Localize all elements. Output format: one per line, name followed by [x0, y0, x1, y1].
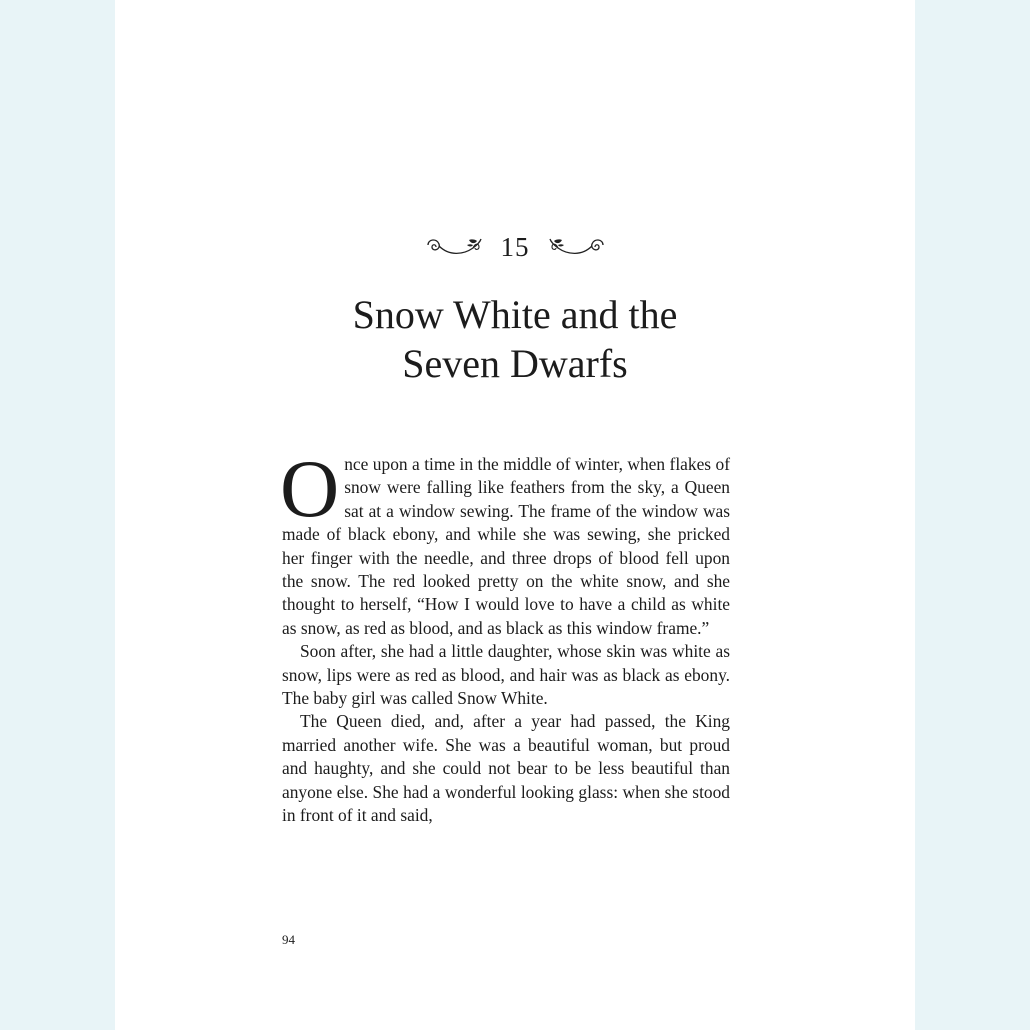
paragraph-2: Soon after, she had a little daughter, whose skin was white as snow, lips were as red as blood, and hair was as black as ebony. The baby girl was called Snow White. [282, 641, 730, 709]
story-body [280, 443, 730, 828]
page-number: 94 [282, 932, 295, 947]
chapter-header [115, 232, 915, 262]
right-flourish-icon [548, 236, 606, 258]
left-flourish-icon [425, 236, 483, 258]
chapter-title [115, 290, 915, 388]
chapter-number: 15 [500, 232, 530, 262]
paragraph-3: The Queen died, and, after a year had passed, the King married another wife. She was a beautiful woman, but proud and haughty, and she could not bear to be less beautiful than anyone else. She had a wonderful looking glass: when she stood in front of it and said, [282, 711, 730, 826]
chapter-title-line-1: Snow White and the [352, 292, 678, 337]
book-page [115, 0, 915, 1030]
drop-cap: O [280, 443, 340, 534]
paragraph-1-text: nce upon a time in the middle of winter, when flakes of snow were falling like feathers from the sky, a Queen sat at a window sewing. The frame of the window was made of black ebony, and while she was sewing, she pricked her finger with the needle, and three drops of blood fell upon the snow. The red looked pretty on the white snow, and she thought to herself, “How I would love to have a child as white as snow, as red as blood, and as black as this window frame.” [282, 454, 730, 638]
chapter-title-line-2: Seven Dwarfs [402, 341, 628, 386]
paragraph-1 [280, 443, 730, 640]
